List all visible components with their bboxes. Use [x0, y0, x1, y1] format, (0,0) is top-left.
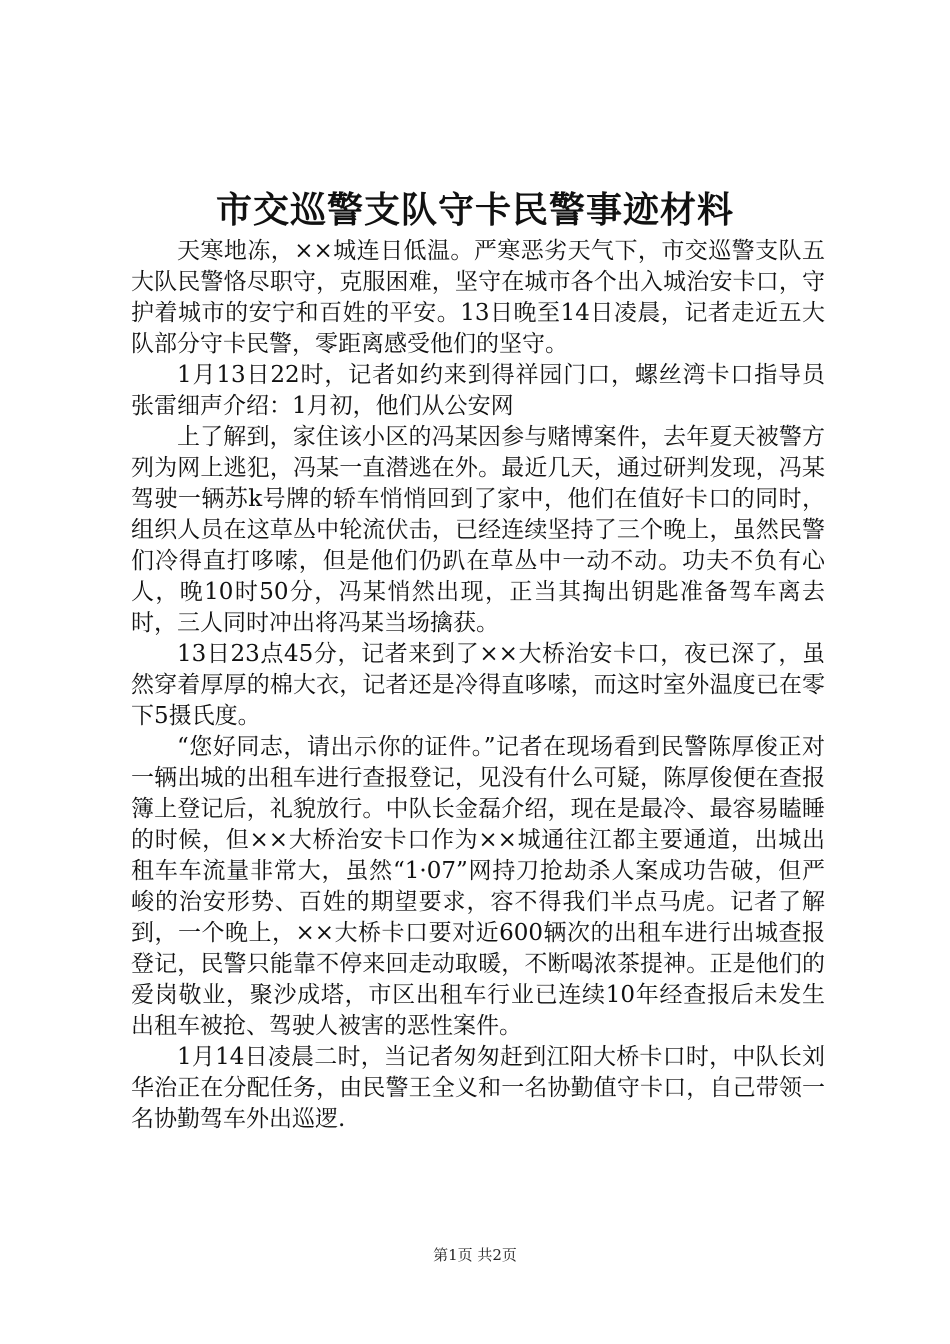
paragraph: 天寒地冻，××城连日低温。严寒恶劣天气下，市交巡警支队五大队民警恪尽职守，克服困难，坚守在城市各个出入城治安卡口，守护着城市的安宁和百姓的平安。13日晚至14日凌晨，记者走近五大队部分守卡民警，零距离感受他们的坚守。: [131, 238, 825, 357]
paragraph: “您好同志，请出示你的证件。”记者在现场看到民警陈厚俊正对一辆出城的出租车进行查报登记，见没有什么可疑，陈厚俊便在查报簿上登记后，礼貌放行。中队长金磊介绍，现在是最冷、最容易瞌睡的时候，但××大桥治安卡口作为××城通往江都主要通道，出城出租车车流量非常大，虽然“1·07”网持刀抢劫杀人案成功告破，但严峻的治安形势、百姓的期望要求，容不得我们半点马虎。记者了解到，一个晚上，××大桥卡口要对近600辆次的出租车进行出城查报登记，民警只能靠不停来回走动取暖，不断喝浓茶提神。正是他们的爱岗敬业，聚沙成塔，市区出租车行业已连续10年经查报后未发生出租车被抢、驾驶人被害的恶性案件。: [131, 734, 825, 1039]
paragraph: 1月14日凌晨二时，当记者匆匆赶到江阳大桥卡口时，中队长刘华治正在分配任务，由民警王全义和一名协勤值守卡口，自己带领一名协勤驾车外出巡逻.: [131, 1044, 825, 1132]
paragraph: 1月13日22时，记者如约来到得祥园门口，螺丝湾卡口指导员张雷细声介绍：1月初，他们从公安网: [131, 362, 825, 419]
paragraph: 上了解到，家住该小区的冯某因参与赌博案件，去年夏天被警方列为网上逃犯，冯某一直潜逃在外。最近几天，通过研判发现，冯某驾驶一辆苏k号牌的轿车悄悄回到了家中，他们在值好卡口的同时，组织人员在这草丛中轮流伏击，已经连续坚持了三个晚上，虽然民警们冷得直打哆嗦，但是他们仍趴在草丛中一动不动。功夫不负有心人，晚10时50分，冯某悄然出现，正当其掏出钥匙准备驾车离去时，三人同时冲出将冯某当场擒获。: [131, 424, 825, 636]
paragraph: 13日23点45分，记者来到了××大桥治安卡口，夜已深了，虽然穿着厚厚的棉大衣，记者还是冷得直哆嗦，而这时室外温度已在零下5摄氏度。: [131, 641, 825, 729]
document-title: 市交巡警支队守卡民警事迹材料: [215, 189, 734, 231]
page-number-footer: 第1页 共2页: [433, 1246, 517, 1264]
document-body: [131, 236, 825, 1135]
